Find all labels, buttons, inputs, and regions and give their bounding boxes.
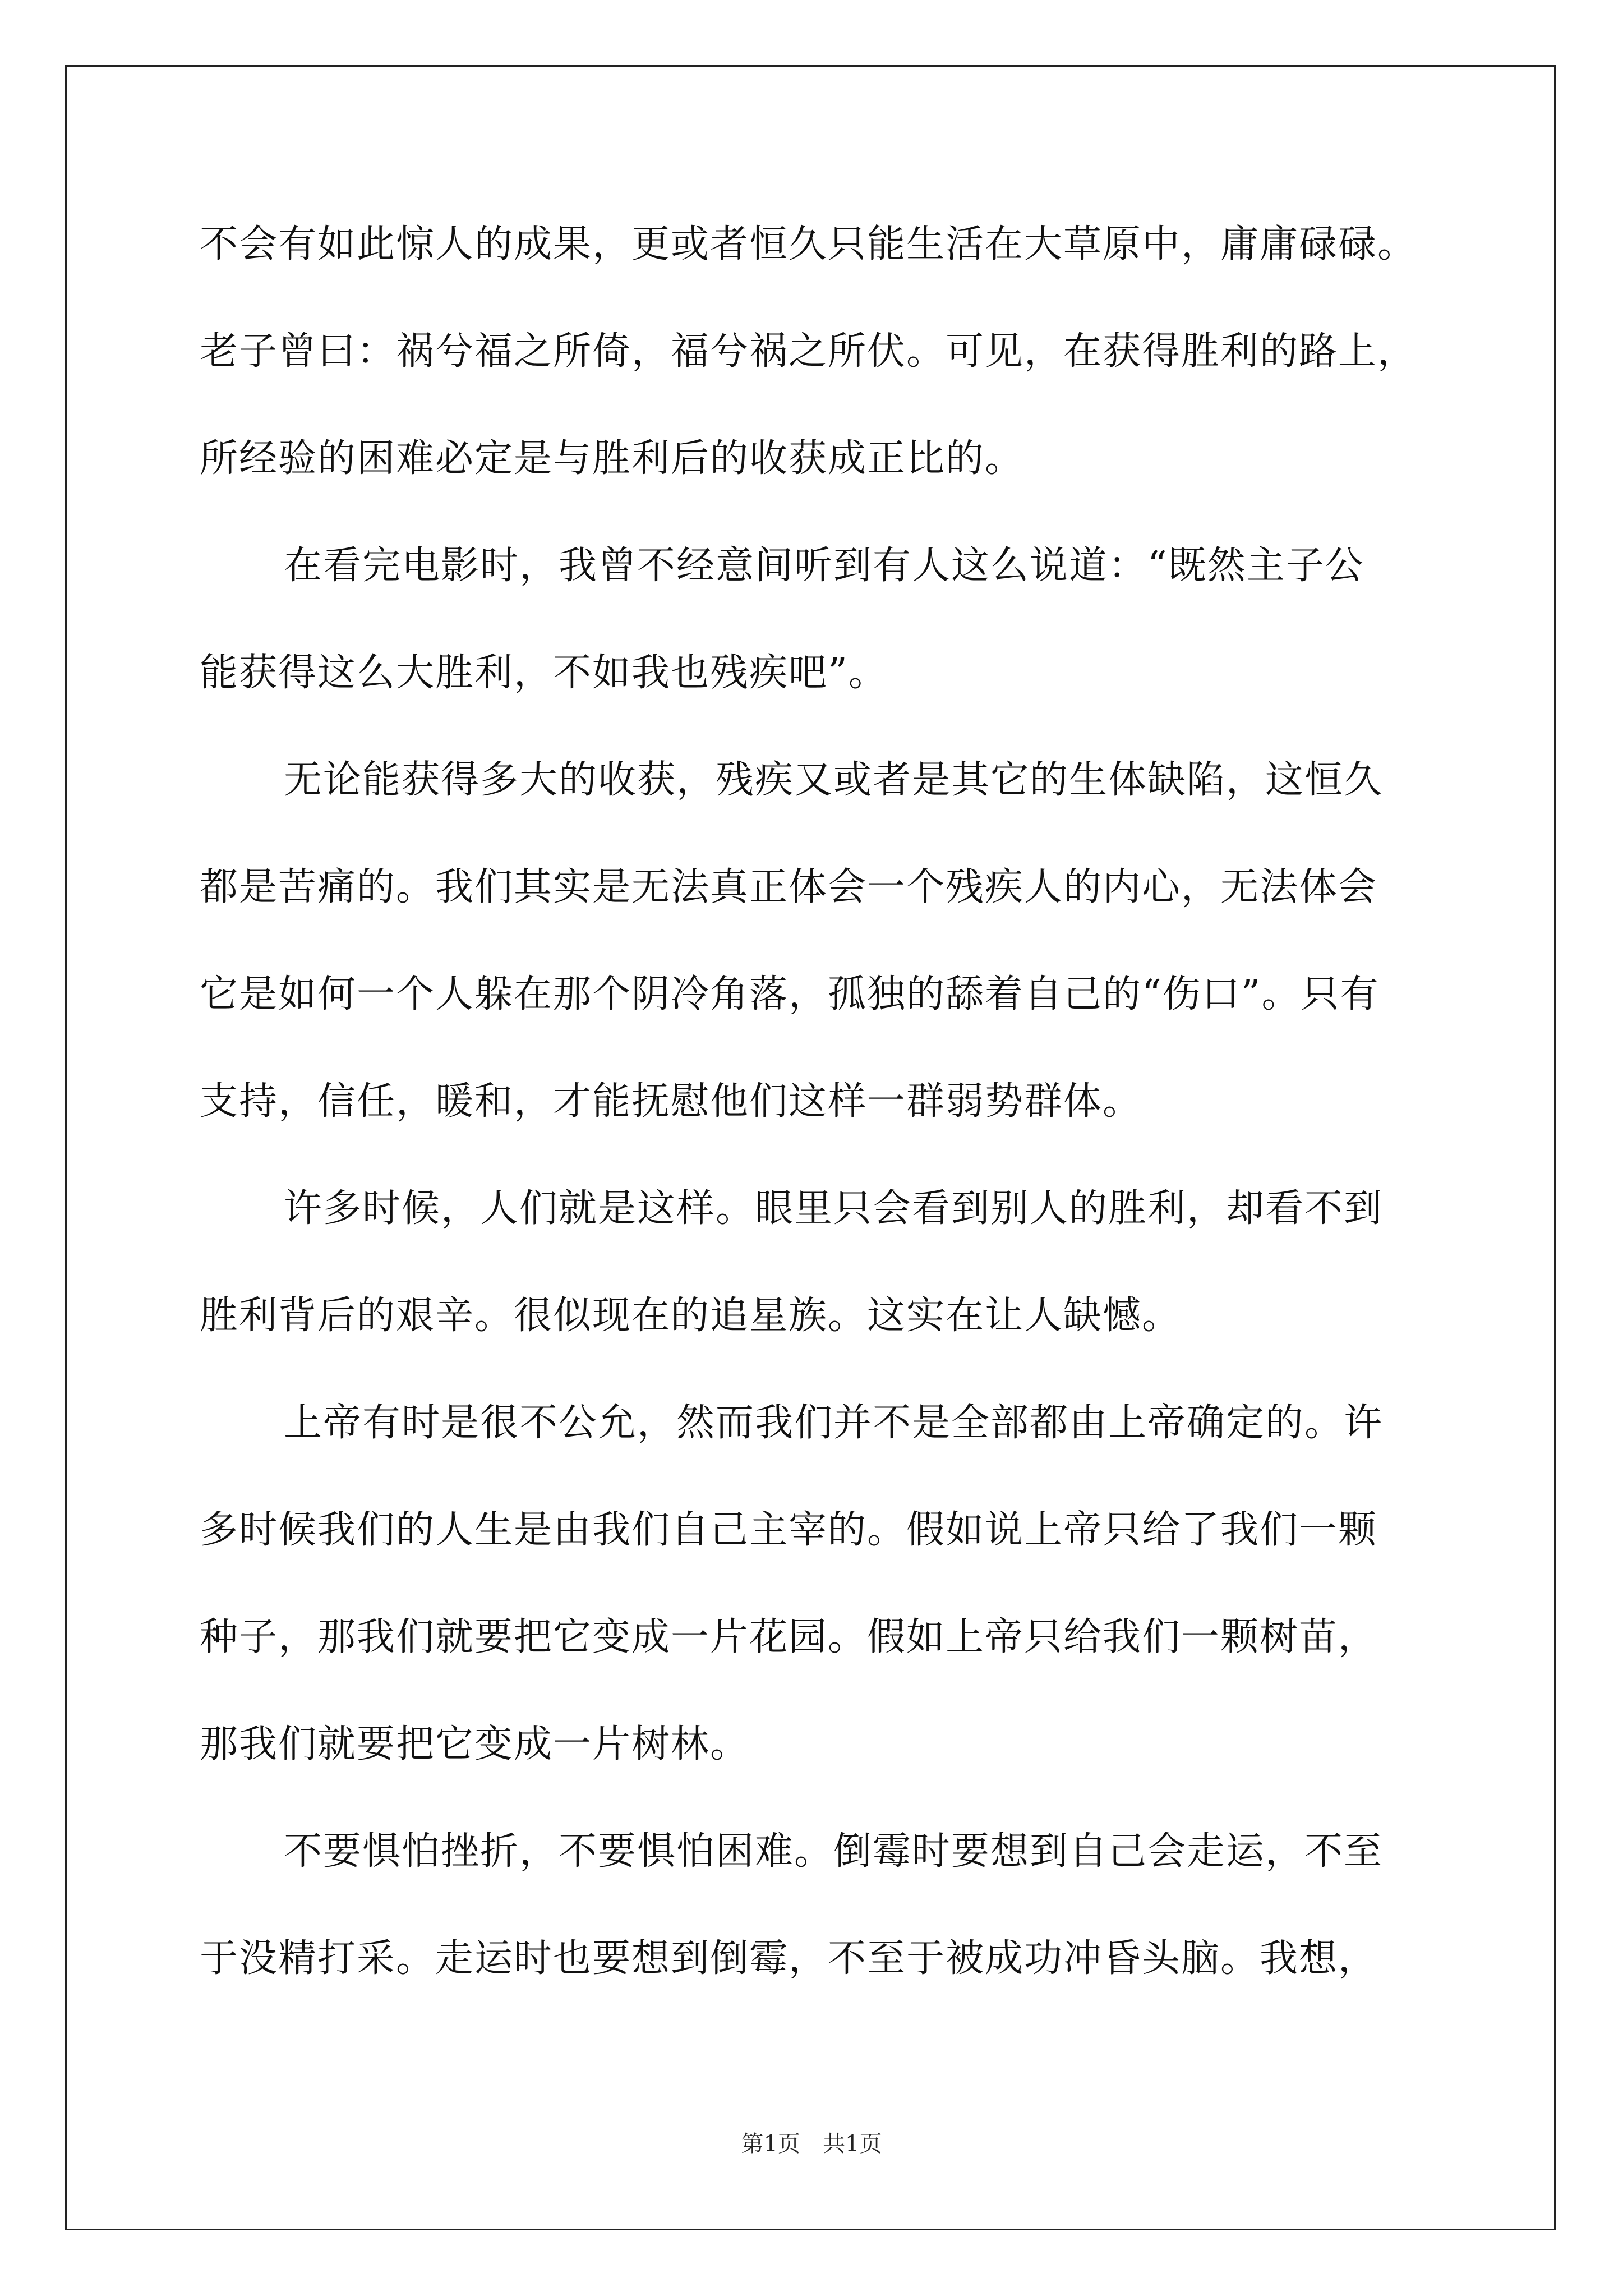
text-line: 那我们就要把它变成一片树林。 (200, 1722, 750, 1766)
text-line: 不要惧怕挫折，不要惧怕困难。倒霉时要想到自己会走运，不至 (284, 1829, 1384, 1874)
text-line: 能获得这么大胜利，不如我也残疾吧”。 (200, 651, 888, 695)
text-line: 种子，那我们就要把它变成一片花园。假如上帝只给我们一颗树苗， (200, 1615, 1378, 1659)
page-footer (0, 2127, 1623, 2161)
text-line: 老子曾曰：祸兮福之所倚，福兮祸之所伏。可见，在获得胜利的路上， (200, 329, 1417, 374)
page-number-current: 第1页 (741, 2131, 800, 2157)
text-line: 所经验的困难必定是与胜利后的收获成正比的。 (200, 436, 1025, 481)
text-line: 胜利背后的艰辛。很似现在的追星族。这实在让人缺憾。 (200, 1294, 1182, 1338)
text-line: 多时候我们的人生是由我们自己主宰的。假如说上帝只给了我们一颗 (200, 1508, 1378, 1552)
text-line: 无论能获得多大的收获，残疾又或者是其它的生体缺陷，这恒久 (284, 758, 1384, 802)
text-line: 都是苦痛的。我们其实是无法真正体会一个残疾人的内心，无法体会 (200, 865, 1378, 909)
text-line: 支持，信任，暖和，才能抚慰他们这样一群弱势群体。 (200, 1079, 1142, 1124)
text-line: 它是如何一个人躲在那个阴冷角落，孤独的舔着自己的“伤口”。只有 (200, 972, 1380, 1016)
text-line: 上帝有时是很不公允，然而我们并不是全部都由上帝确定的。许 (284, 1401, 1384, 1445)
page-number-total: 共1页 (823, 2131, 882, 2157)
text-line: 许多时候，人们就是这样。眼里只会看到别人的胜利，却看不到 (284, 1186, 1384, 1231)
text-line: 不会有如此惊人的成果，更或者恒久只能生活在大草原中，庸庸碌碌。 (200, 222, 1417, 266)
text-line: 在看完电影时，我曾不经意间听到有人这么说道：“既然主子公 (284, 544, 1364, 588)
document-body (200, 191, 1433, 2012)
text-line: 于没精打采。走运时也要想到倒霉，不至于被成功冲昏头脑。我想， (200, 1936, 1378, 1981)
